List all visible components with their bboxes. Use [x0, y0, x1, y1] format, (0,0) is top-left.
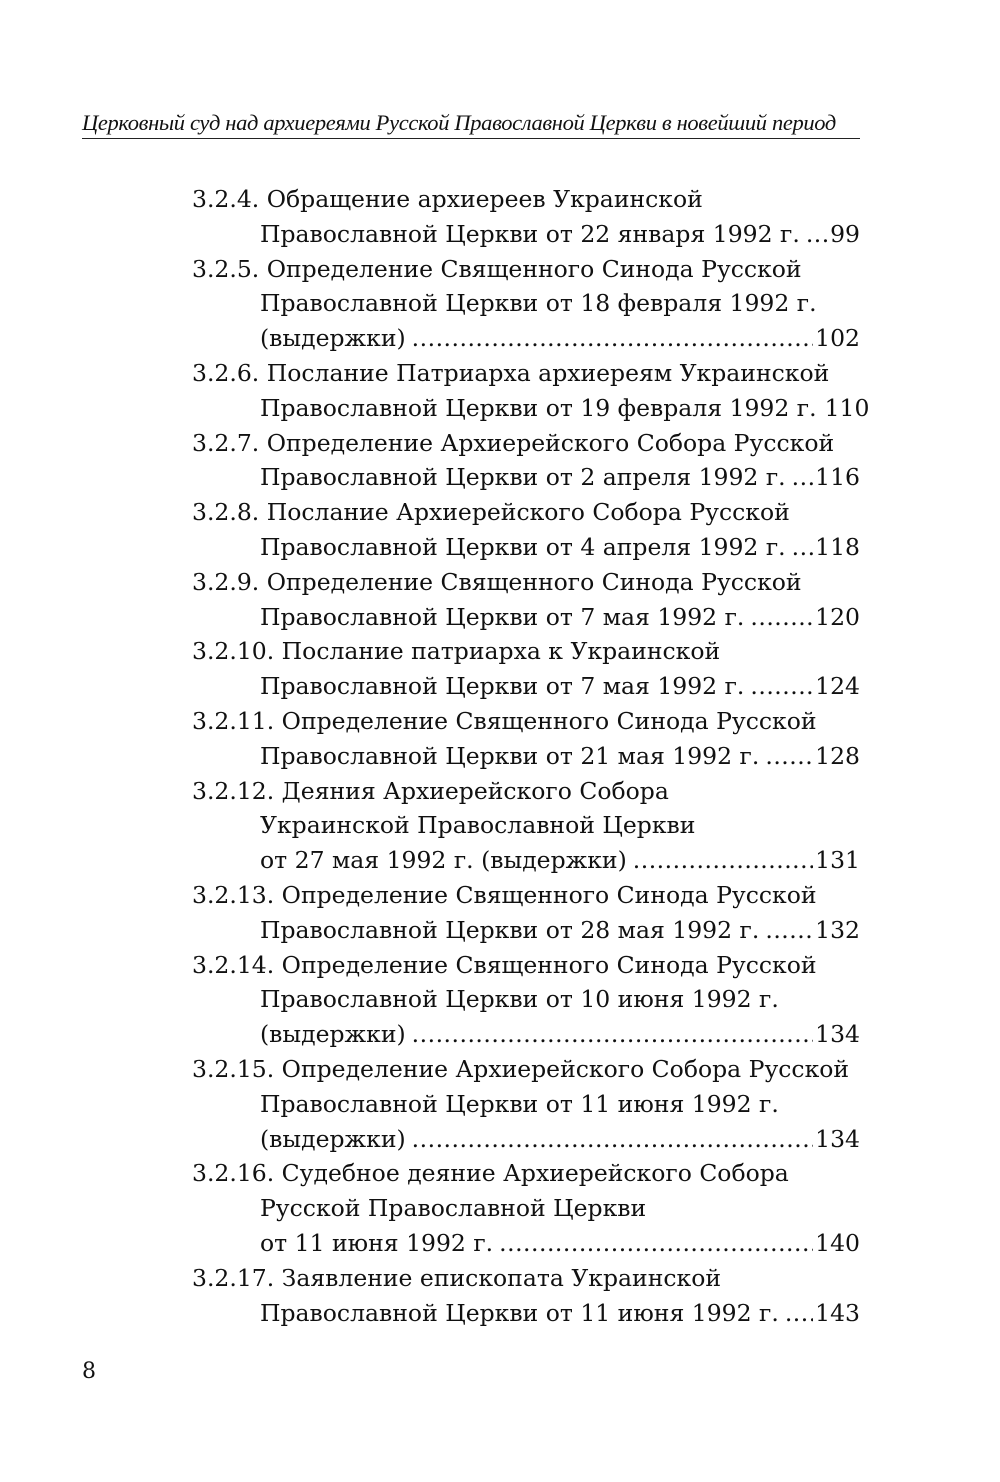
toc-page-number: 140 — [815, 1228, 860, 1257]
toc-line-with-page — [192, 739, 860, 774]
toc-line-with-page — [192, 1017, 860, 1052]
toc-line-with-page — [192, 600, 860, 635]
toc-page-number: 110 — [824, 393, 870, 422]
toc-page-number: 143 — [815, 1298, 860, 1327]
toc-page-number: 120 — [815, 602, 860, 631]
toc-entry-title-line: Православной Церкви от 21 мая 1992 г. — [260, 741, 760, 770]
toc-entry-title-line: 3.2.4. Обращение архиереев Украинской — [192, 185, 703, 213]
toc-entry-title-line: 3.2.6. Послание Патриарха архиереям Украинской — [192, 358, 830, 387]
toc-entry-title-line: Православной Церкви от 11 июня 1992 г. — [260, 1089, 779, 1118]
dot-leader — [412, 321, 813, 356]
toc-entry-title-line: от 11 июня 1992 г. — [260, 1228, 494, 1257]
toc-line-with-page — [192, 460, 860, 495]
toc-entry-title-line: 3.2.7. Определение Архиерейского Собора Русской — [192, 428, 835, 457]
toc-entry-title-line: Православной Церкви от 18 февраля 1992 г. — [260, 289, 817, 318]
toc-entry-title-line: Православной Церкви от 11 июня 1992 г. — [260, 1298, 779, 1327]
dot-leader — [750, 669, 813, 704]
toc-entry-title-line: 3.2.17. Заявление епископата Украинской — [192, 1263, 722, 1292]
toc-entry-title-line: (выдержки) — [260, 1020, 406, 1049]
toc-entry-title-line: от 27 мая 1992 г. (выдержки) — [260, 846, 627, 875]
toc-entry-title-line: 3.2.12. Деяния Архиерейского Собора — [192, 776, 669, 805]
toc-entry-title-line: 3.2.5. Определение Священного Синода Русской — [192, 254, 802, 283]
toc-page-number: 134 — [815, 1020, 860, 1049]
running-head: Церковный суд над архиереями Русской Православной Церкви в новейший период — [82, 110, 836, 135]
toc-line-with-page — [192, 530, 860, 565]
toc-entry — [192, 495, 860, 565]
toc-line-with-page — [192, 1122, 860, 1157]
toc-page-number: 132 — [815, 915, 860, 944]
toc-line-with-page — [192, 321, 860, 356]
toc-entry-title-line: Православной Церкви от 10 июня 1992 г. — [260, 985, 779, 1014]
toc-entry-title-line: Православной Церкви от 22 января 1992 г. — [260, 219, 800, 248]
dot-leader — [412, 1017, 813, 1052]
toc-entry-title-line: Православной Церкви от 7 мая 1992 г. — [260, 602, 745, 631]
toc-entry-title-line: Русской Православной Церкви — [260, 1194, 647, 1223]
toc-page-number: 99 — [830, 219, 860, 248]
toc-entry-title-line: 3.2.11. Определение Священного Синода Русской — [192, 706, 817, 735]
toc-entry — [192, 704, 860, 774]
toc-entry — [192, 1052, 860, 1156]
toc-entry — [192, 565, 860, 635]
dot-leader — [765, 913, 813, 948]
dot-leader — [785, 1296, 813, 1331]
dot-leader — [806, 217, 828, 252]
toc-line-with-page — [192, 913, 860, 948]
toc-entry-title-line: Православной Церкви от 2 апреля 1992 г. — [260, 463, 786, 492]
toc-line-with-page — [192, 843, 860, 878]
dot-leader — [792, 530, 814, 565]
toc-entry-title-line: Православной Церкви от 7 мая 1992 г. — [260, 672, 745, 701]
toc-entry — [192, 948, 860, 1052]
toc-line-with-page — [192, 1296, 860, 1331]
dot-leader — [633, 843, 813, 878]
toc-entry-title-line: 3.2.14. Определение Священного Синода Русской — [192, 950, 817, 979]
toc-entry-title-line: (выдержки) — [260, 1124, 406, 1153]
dot-leader — [765, 739, 813, 774]
toc-page-number: 128 — [815, 741, 860, 770]
toc-entry-title-line: Украинской Православной Церкви — [260, 811, 696, 840]
toc-entry — [192, 252, 860, 356]
toc-entry — [192, 1261, 860, 1331]
dot-leader — [792, 460, 814, 495]
toc-page-number: 118 — [815, 532, 860, 561]
toc-entry — [192, 1156, 860, 1260]
header-rule — [82, 138, 860, 139]
toc-page-number: 116 — [815, 463, 860, 492]
toc-entry-title-line: 3.2.10. Послание патриарха к Украинской — [192, 637, 721, 666]
toc-line-with-page — [192, 391, 870, 426]
toc-entry-title-line: 3.2.15. Определение Архиерейского Собора Русской — [192, 1054, 850, 1083]
toc-entry — [192, 774, 860, 878]
toc-entry — [192, 182, 860, 252]
dot-leader — [499, 1226, 813, 1261]
toc-entry-title-line: Православной Церкви от 28 мая 1992 г. — [260, 915, 760, 944]
dot-leader — [412, 1122, 813, 1157]
toc-page-number: 102 — [815, 324, 860, 353]
toc-entry — [192, 878, 860, 948]
toc-entry-title-line: 3.2.8. Послание Архиерейского Собора Русской — [192, 498, 790, 527]
toc-entry-title-line: 3.2.13. Определение Священного Синода Русской — [192, 880, 817, 909]
page-number: 8 — [82, 1359, 96, 1384]
toc-entry — [192, 634, 860, 704]
toc-entry-title-line: Православной Церкви от 4 апреля 1992 г. — [260, 532, 786, 561]
dot-leader — [750, 600, 813, 635]
toc-entry — [192, 426, 860, 496]
toc-line-with-page — [192, 1226, 860, 1261]
toc-page-number: 134 — [815, 1124, 860, 1153]
toc-entry-title-line: (выдержки) — [260, 324, 406, 353]
toc-line-with-page — [192, 217, 860, 252]
toc-line-with-page — [192, 669, 860, 704]
toc-page-number: 131 — [815, 846, 860, 875]
toc-page-number: 124 — [815, 672, 860, 701]
toc-entry — [192, 356, 870, 426]
toc-entry-title-line: 3.2.9. Определение Священного Синода Русской — [192, 567, 802, 596]
toc-entry-title-line: Православной Церкви от 19 февраля 1992 г. — [260, 393, 817, 422]
table-of-contents — [192, 182, 870, 1330]
toc-entry-title-line: 3.2.16. Судебное деяние Архиерейского Собора — [192, 1159, 789, 1188]
